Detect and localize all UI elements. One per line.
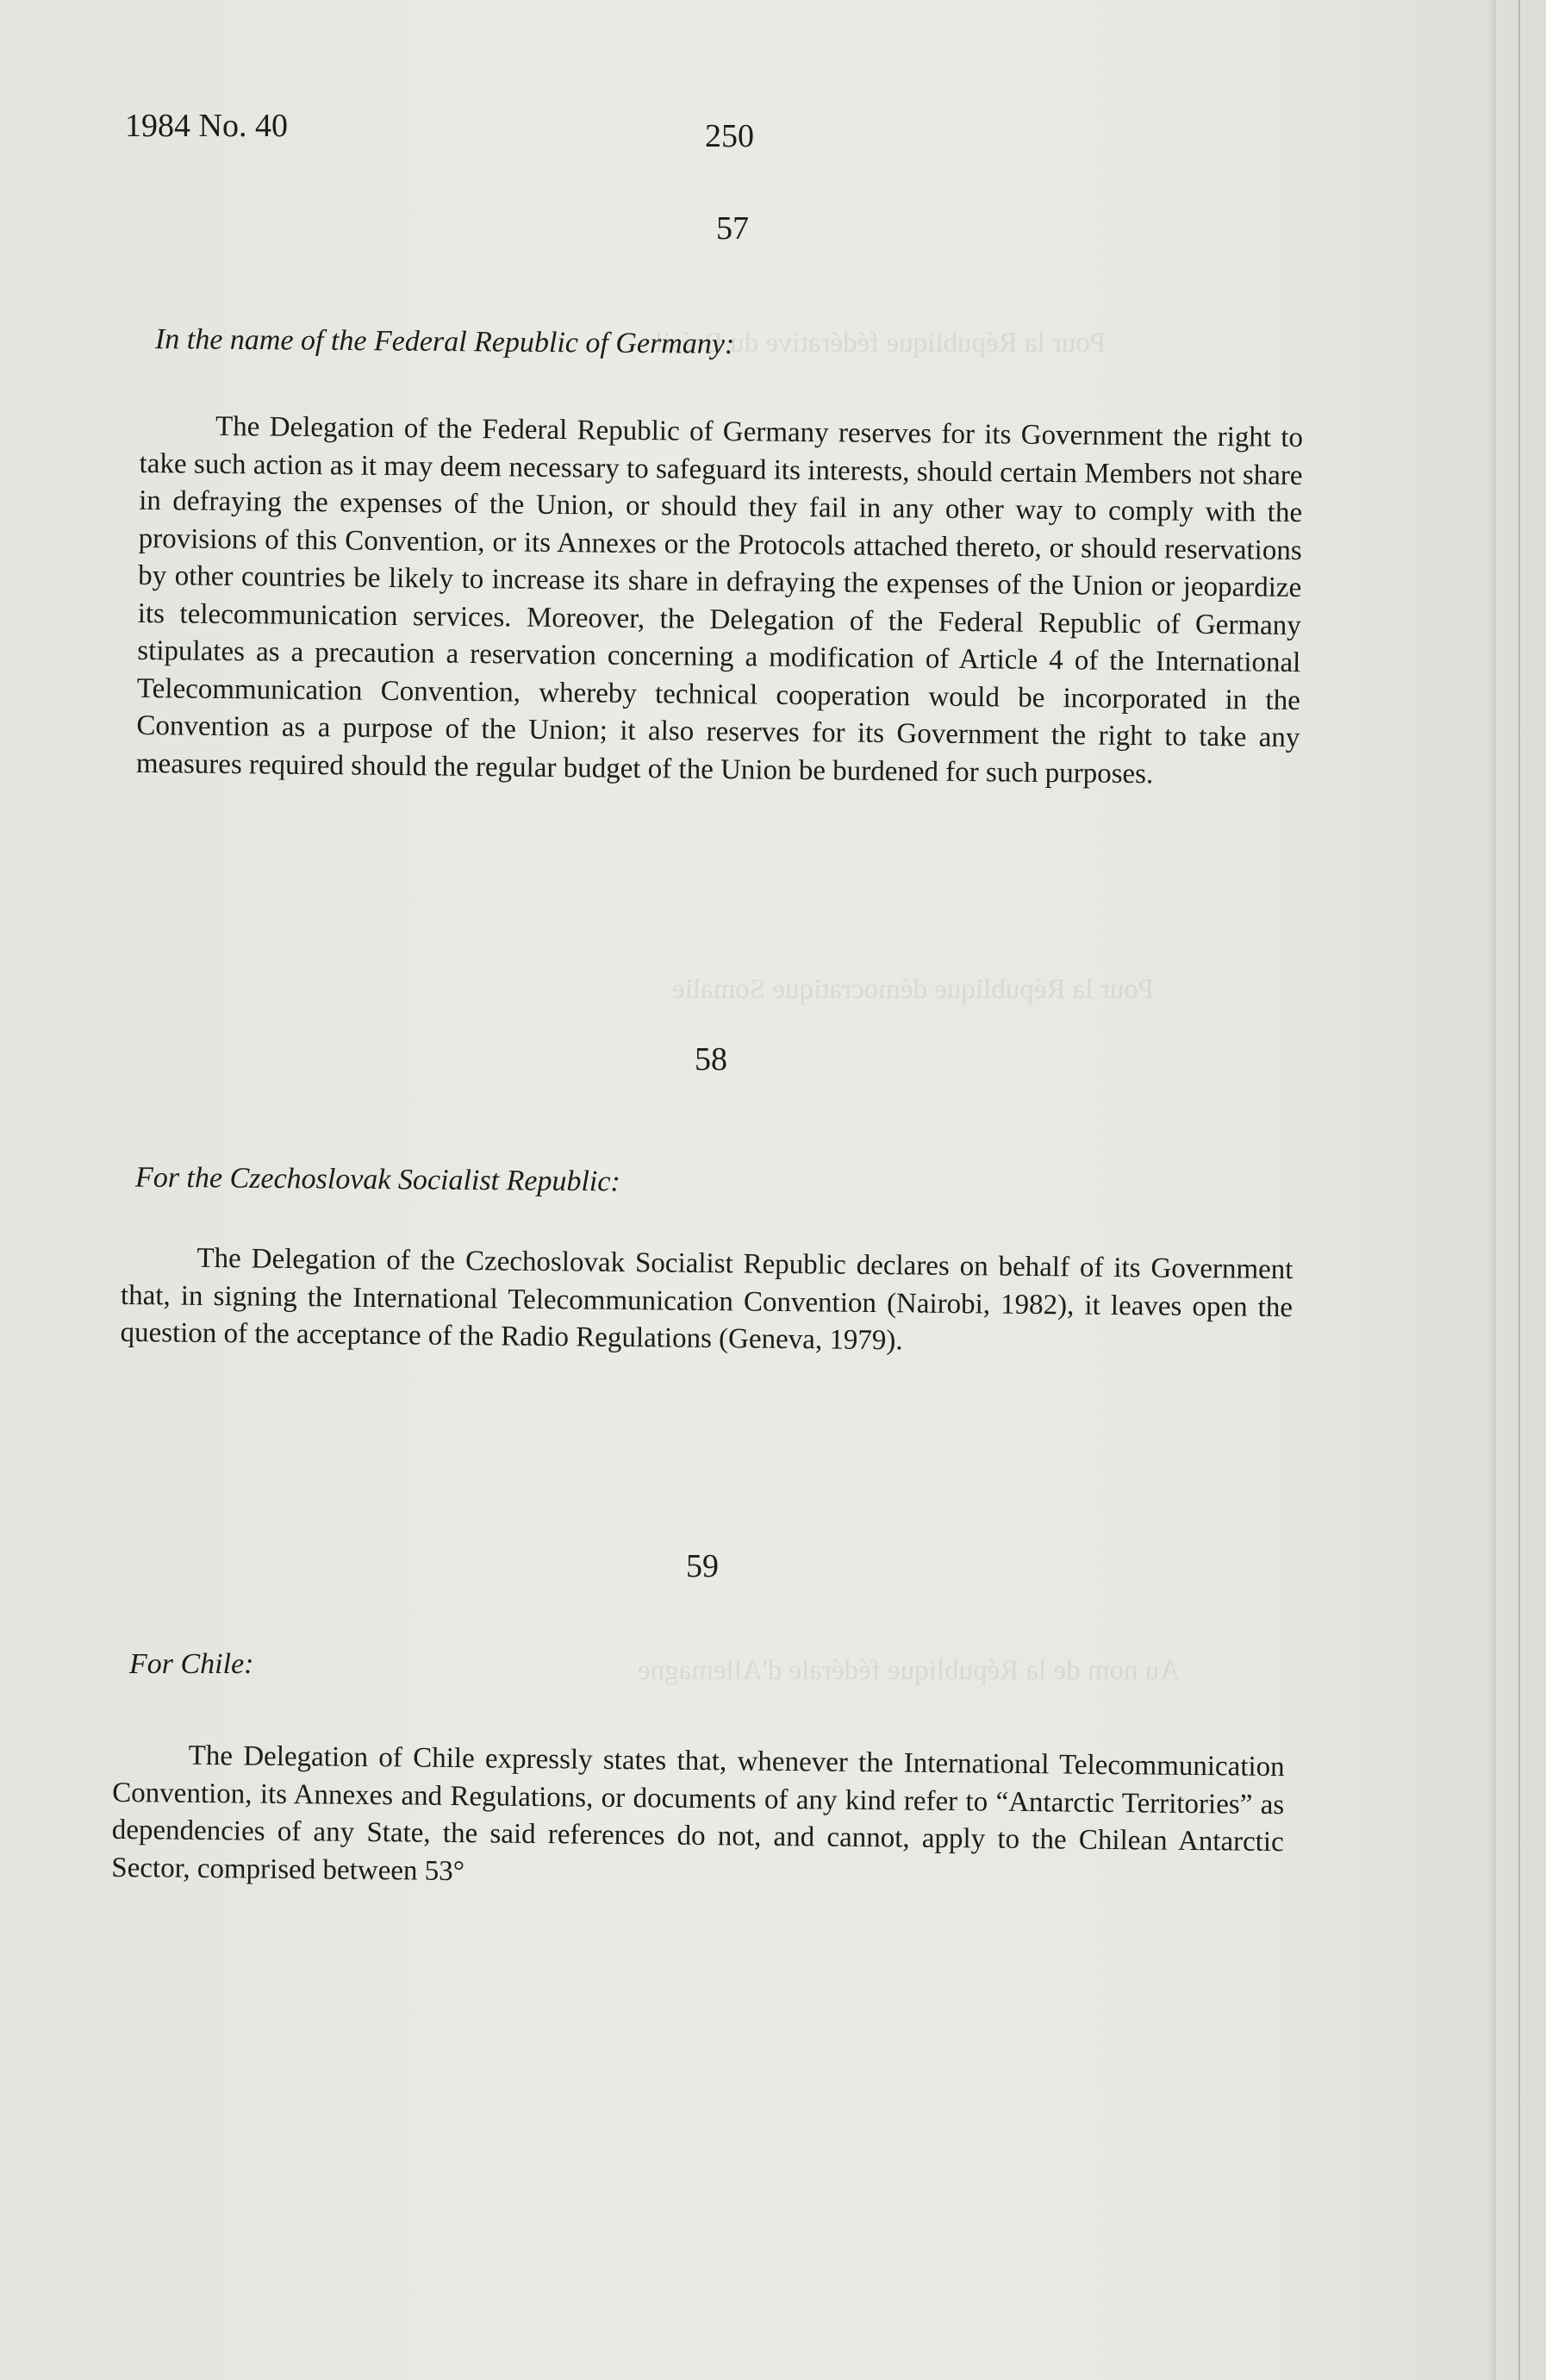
page-edge-line bbox=[1518, 0, 1520, 2380]
page-gutter-shadow bbox=[1487, 0, 1496, 2380]
section-number: 58 bbox=[695, 1041, 727, 1078]
section-heading: In the name of the Federal Republic of Germany: bbox=[154, 323, 735, 360]
section-body: The Delegation of the Czechoslovak Socialist Republic declares on behalf of its Government that, in signing the International Telecommunication Convention (Nairobi, 1982), it leaves open the question of the acceptance of the Radio Regulations (Geneva, 1979). bbox=[120, 1242, 1294, 1357]
section-number: 59 bbox=[686, 1548, 719, 1584]
publication-reference: 1984 No. 40 bbox=[125, 108, 288, 144]
section-heading: For Chile: bbox=[129, 1648, 254, 1680]
section-heading: For the Czechoslovak Socialist Republic: bbox=[134, 1161, 620, 1198]
section-body: The Delegation of Chile expressly states that, whenever the International Telecommunication Convention, its Annexes and Regulations, or documents of any kind refer to “Antarctic Territories” as dependencies of any State, the said references do not, and cannot, apply to the Chilean Antarctic Sector, comprised between 53° bbox=[111, 1740, 1285, 1887]
bleed-through-text: Pour la République fédérative du Brésil bbox=[655, 328, 1107, 359]
section-body: The Delegation of the Federal Republic of Germany reserves for its Government the right to take such action as it may deem necessary to safeguard its interests, should certain Members not share in defraying the expenses of the Union, or should they fail in any other way to comply with the provisions of this Convention, or its Annexes or the Protocols attached thereto, or should reservations by other countries be likely to increase its share in defraying the expenses of the Union or jeopardize its telecommunication services. Moreover, the Delegation of the Federal Republic of Germany stipulates as a precaution a reservation concerning a modification of Article 4 of the International Telecommunication Convention, whereby technical cooperation would be incorporated in the Convention as a purpose of the Union; it also reserves for its Government the right to take any measures required should the regular budget of the Union be burdened for such purposes. bbox=[135, 410, 1304, 790]
bleed-through-text: Pour la République démocratique Somalie bbox=[672, 974, 1155, 1005]
bleed-through-text: Au nom de la République fédérale d'Allemagne bbox=[638, 1655, 1181, 1686]
section-number: 57 bbox=[716, 210, 749, 247]
page-number: 250 bbox=[705, 118, 754, 154]
